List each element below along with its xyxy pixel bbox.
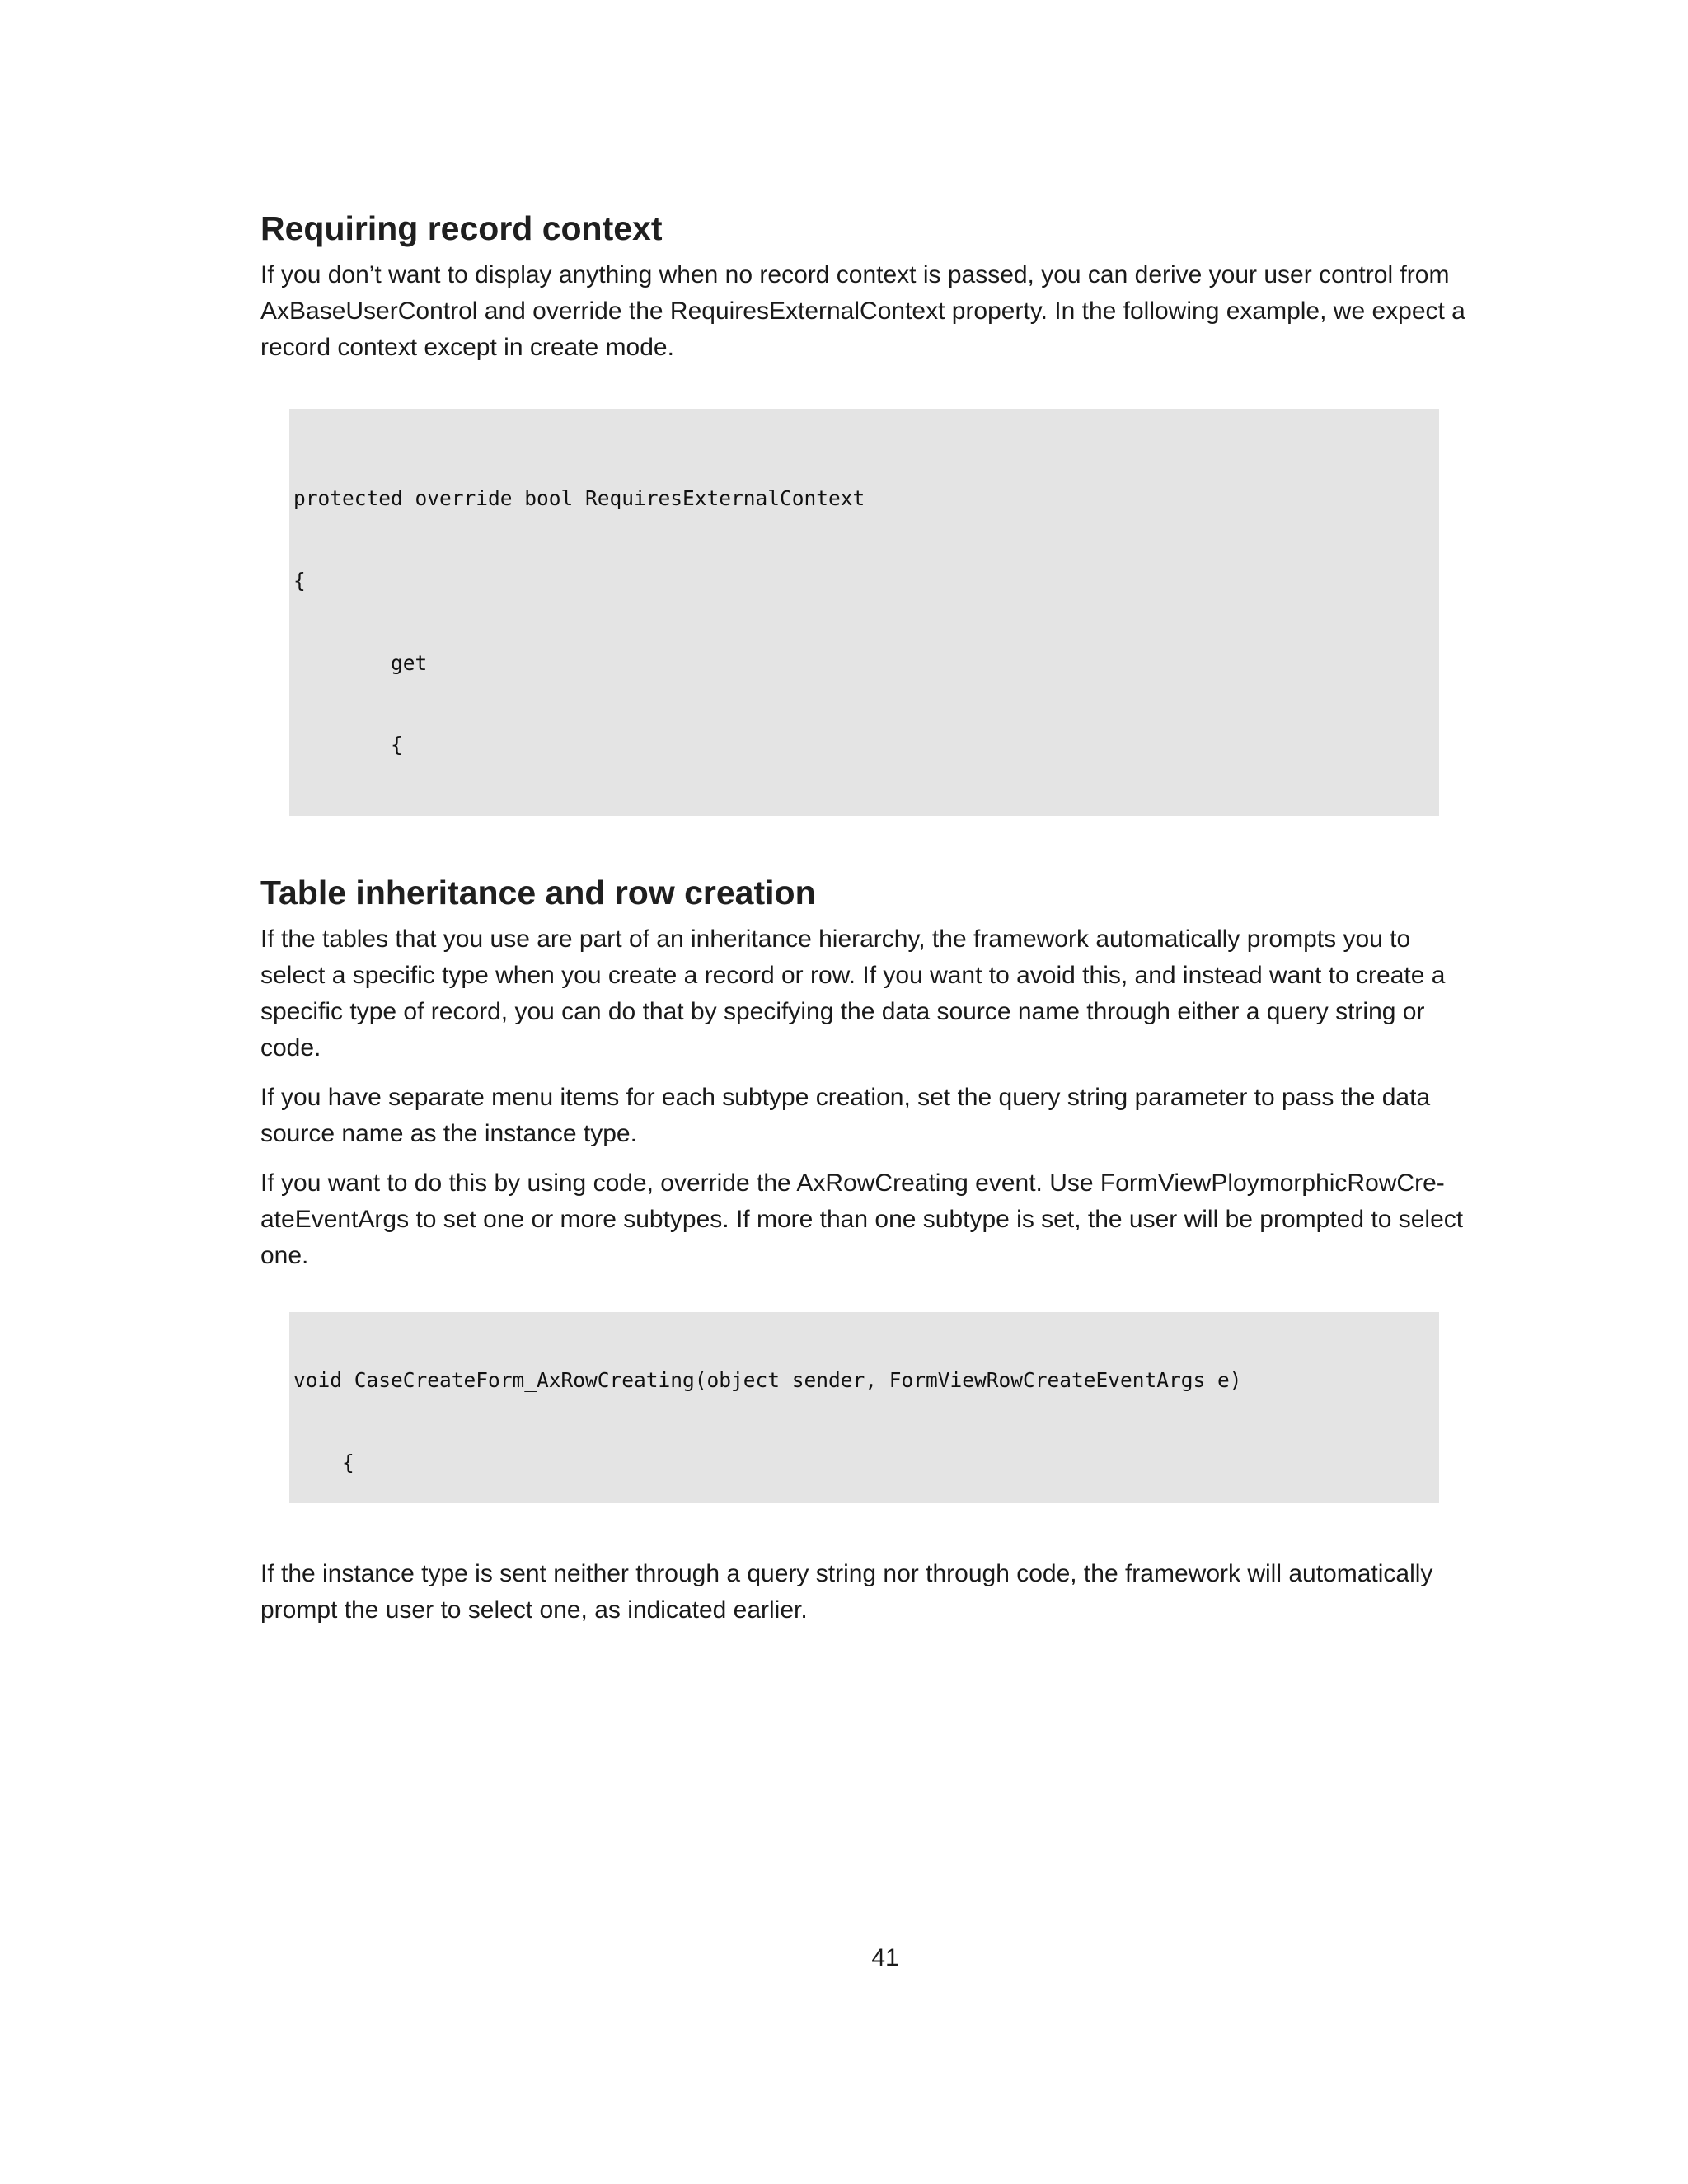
document-page [260,206,1476,1629]
section2-paragraph-1: If the tables that you use are part of an inheritance hierarchy, the framework automatically prompts you to select a specific type when you create a record or row. If you want to avoid this, and instead want to create a specific type of record, you can do that by specifying the data source name through either a query string or code. [260,926,1446,1062]
section2-closing-paragraph: If the instance type is sent neither through a query string nor through code, the framework will automatically prompt the user to select one, as indicated earlier. [260,1560,1433,1624]
section-heading-requiring-record-context: Requiring record context [260,209,663,247]
section2-paragraph-2: If you have separate menu items for each subtype creation, set the query string parameter to pass the data source name as the instance type. [260,1084,1431,1147]
code-line: void CaseCreateForm_AxRowCreating(object sender, FormViewRowCreateEventArgs e) [293,1368,1242,1393]
section2-paragraph-3: If you want to do this by using code, override the AxRowCreating event. Use FormViewPloymorphicRowCre-ateEventArgs to set one or more subtypes. If more than one subtype is set, the user will be prompted to select one. [260,1169,1464,1269]
code-line: { [293,733,403,757]
code-line: { [293,1451,354,1474]
code-line: { [293,569,306,593]
code-block-row-creating [289,1312,1439,1503]
code-line [293,813,1439,816]
page-number: 41 [871,1944,899,1971]
section-heading-table-inheritance: Table inheritance and row creation [260,874,816,912]
code-line: protected override bool RequiresExternalContext [293,486,865,511]
code-line: get [293,650,428,675]
code-block-requires-external-context [289,409,1439,816]
section1-paragraph: If you don’t want to display anything when no record context is passed, you can derive your user control from AxBaseUserControl and override the RequiresExternalContext property. In the following example, we expect a record context except in create mode. [260,261,1465,361]
